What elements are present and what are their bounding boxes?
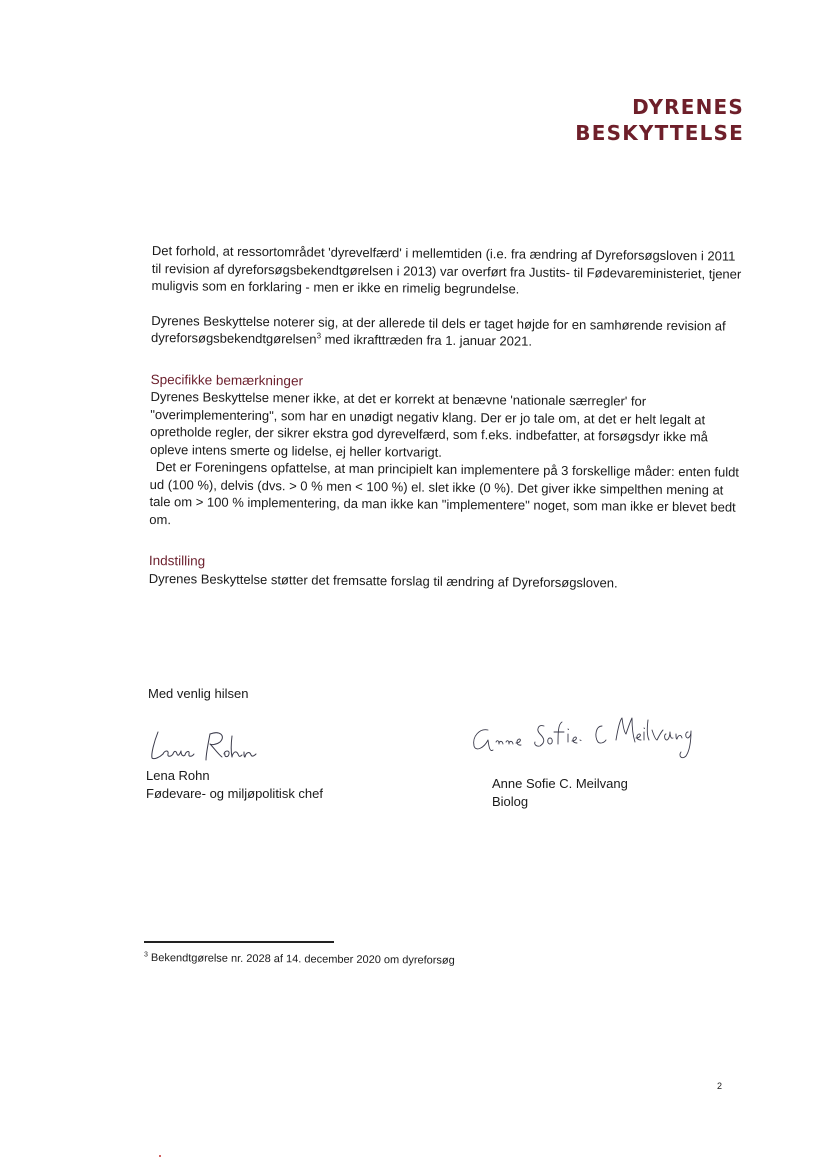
signatory-1-title: Fødevare- og miljøpolitisk chef (146, 786, 323, 801)
signatory-block-2 (492, 775, 628, 811)
signature-anne-sofie-meilvang (466, 710, 696, 762)
organization-logo (575, 94, 744, 146)
paragraph-2-text-end: med ikrafttræden fra 1. januar 2021. (320, 331, 533, 349)
logo-line-1: DYRENES (632, 95, 744, 119)
scan-speck (159, 1155, 161, 1157)
section-heading-indstilling: Indstilling (148, 552, 206, 569)
footnote-separator (144, 941, 334, 943)
section-heading-specifikke: Specifikke bemærkninger (150, 371, 304, 388)
signatory-1-name: Lena Rohn (146, 768, 210, 783)
letter-body (149, 242, 742, 593)
footnote (144, 952, 455, 967)
signatory-2-name: Anne Sofie C. Meilvang (492, 776, 628, 791)
signatory-block-1 (146, 767, 323, 803)
footnote-text: Bekendtgørelse nr. 2028 af 14. december 2020 om dyreforsøg (147, 952, 455, 967)
footnote-reference: 3 (316, 331, 322, 341)
paragraph-2-text: Dyrenes Beskyttelse noterer sig, at der allerede til dels er taget højde for en samhørende revision af dyreforsøgsbekendtgørelsen (151, 312, 726, 347)
logo-line-2: BESKYTTELSE (575, 121, 744, 145)
paragraph-2 (151, 311, 741, 352)
signatory-2-title: Biolog (492, 794, 529, 809)
paragraph-1: Det forhold, at ressortområdet 'dyrevelfærd' i mellemtiden (i.e. fra ændring af Dyreforsøgsloven i 2011 til revision af dyreforsøgsbekendtgørelsen i 2013) var overført fra Justits- til Fødevareministeriet, tjener muligvis som en forklaring - men er ikke en rimelig begrundelse. (151, 242, 742, 297)
section-1-paragraph-1: Dyrenes Beskyttelse mener ikke, at det er korrekt at benævne 'nationale særregler' for "overimplementering", som har en unødigt negativ klang. Der er jo tale om, at det er helt legalt at opretholde regler, der sikrer ekstra god dyrevelfærd, som f.eks. indbefatter, at forsøgsdyr ikke må opleve intens smerte og lidelse, ej heller kortvarigt. (149, 388, 709, 460)
section-1-paragraph-2: Det er Foreningens opfattelse, at man principielt kan implementere på 3 forskellige måder: enten fuldt ud (100 %), delvis (dvs. > 0 % men < 100 %) el. slet ikke (0 %). Det giver ikke simpelthen mening at tale om > 100 % implementering, da man ikke kan "implementere" noget, som man ikke er blevet bedt om. (149, 459, 740, 527)
section-2-paragraph-1: Dyrenes Beskyttelse støtter det fremsatte forslag til ændring af Dyreforsøgsloven. (148, 570, 618, 590)
closing-greeting: Med venlig hilsen (148, 686, 249, 701)
signature-lena-rohn (148, 724, 288, 768)
page-number: 2 (717, 1081, 723, 1091)
footnote-marker: 3 (143, 951, 148, 959)
